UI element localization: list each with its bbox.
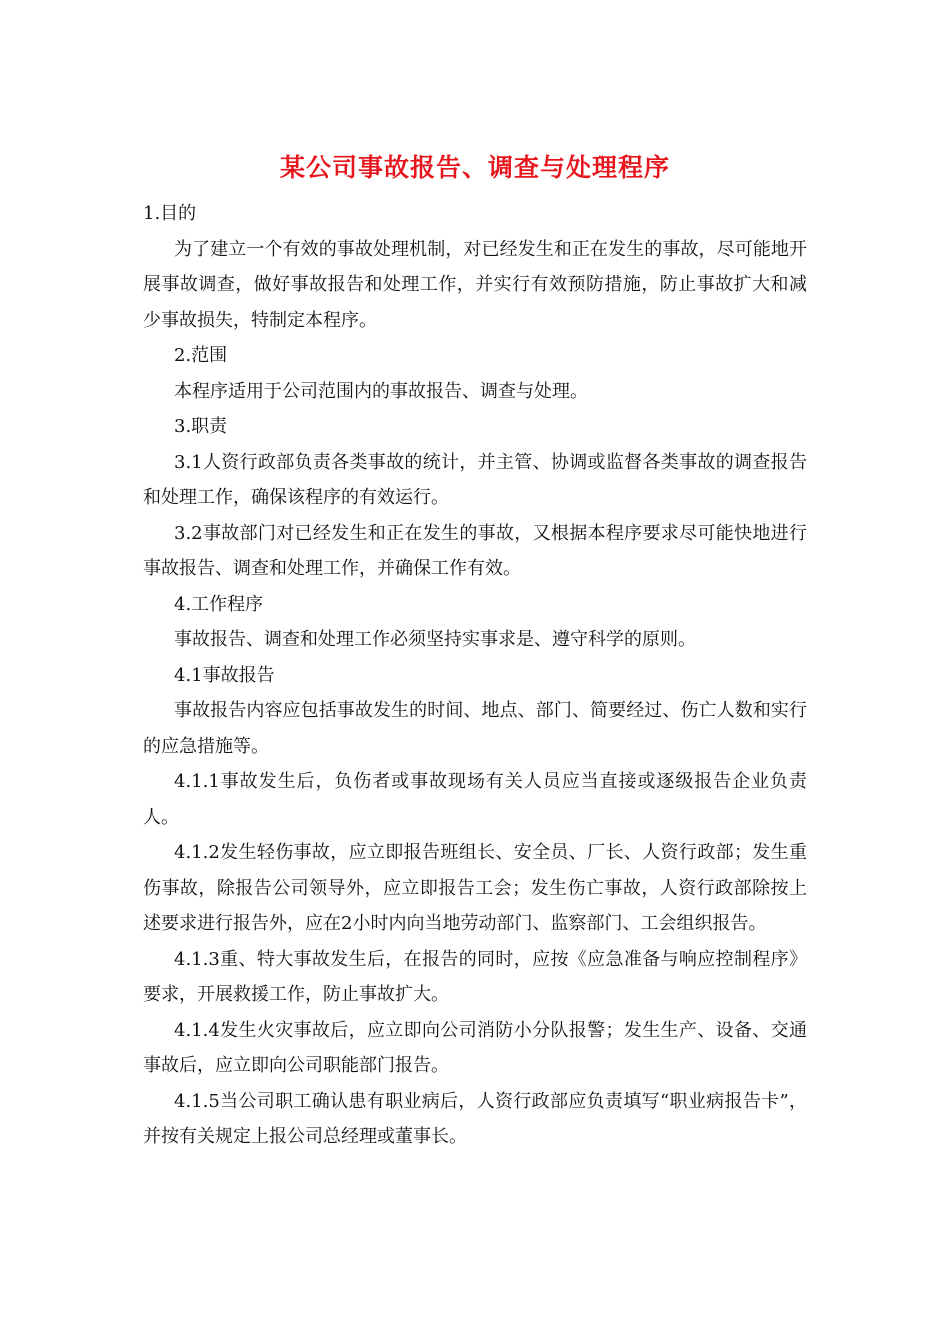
- paragraph: 4.1.1事故发生后，负伤者或事故现场有关人员应当直接或逐级报告企业负责人。: [143, 771, 807, 828]
- paragraph: 3.2事故部门对已经发生和正在发生的事故，又根据本程序要求尽可能快地进行事故报告、调查和处理工作，并确保工作有效。: [143, 522, 807, 579]
- section-heading: 1.目的: [143, 203, 197, 224]
- subsection-heading: 4.1事故报告: [174, 664, 275, 686]
- paragraph: 4.1.3重、特大事故发生后，在报告的同时，应按《应急准备与响应控制程序》要求，开展救援工作，防止事故扩大。: [143, 948, 807, 1005]
- paragraph: 4.1.4发生火灾事故后，应立即向公司消防小分队报警；发生生产、设备、交通事故后，应立即向公司职能部门报告。: [143, 1019, 807, 1076]
- paragraph: 4.1.5当公司职工确认患有职业病后，人资行政部应负责填写“职业病报告卡”，并按有关规定上报公司总经理或董事长。: [143, 1090, 807, 1147]
- paragraph: 事故报告内容应包括事故发生的时间、地点、部门、简要经过、伤亡人数和实行的应急措施等。: [143, 700, 807, 757]
- paragraph: 4.1.2发生轻伤事故，应立即报告班组长、安全员、厂长、人资行政部；发生重伤事故，除报告公司领导外，应立即报告工会；发生伤亡事故，人资行政部除按上述要求进行报告外，应在2小时内向当地劳动部门、监察部门、工会组织报告。: [143, 842, 807, 934]
- page-title: 某公司事故报告、调查与处理程序: [279, 153, 670, 182]
- paragraph: 3.1人资行政部负责各类事故的统计，并主管、协调或监督各类事故的调查报告和处理工作，确保该程序的有效运行。: [143, 451, 807, 508]
- paragraph: 为了建立一个有效的事故处理机制，对已经发生和正在发生的事故，尽可能地开展事故调查，做好事故报告和处理工作，并实行有效预防措施，防止事故扩大和减少事故损失，特制定本程序。: [143, 238, 807, 331]
- section-heading: 3.职责: [174, 416, 228, 437]
- section-heading: 2.范围: [174, 345, 228, 366]
- paragraph: 本程序适用于公司范围内的事故报告、调查与处理。: [174, 380, 588, 402]
- document-body: [143, 196, 807, 1155]
- section-heading: 4.工作程序: [174, 593, 264, 615]
- paragraph: 事故报告、调查和处理工作必须坚持实事求是、遵守科学的原则。: [174, 629, 696, 650]
